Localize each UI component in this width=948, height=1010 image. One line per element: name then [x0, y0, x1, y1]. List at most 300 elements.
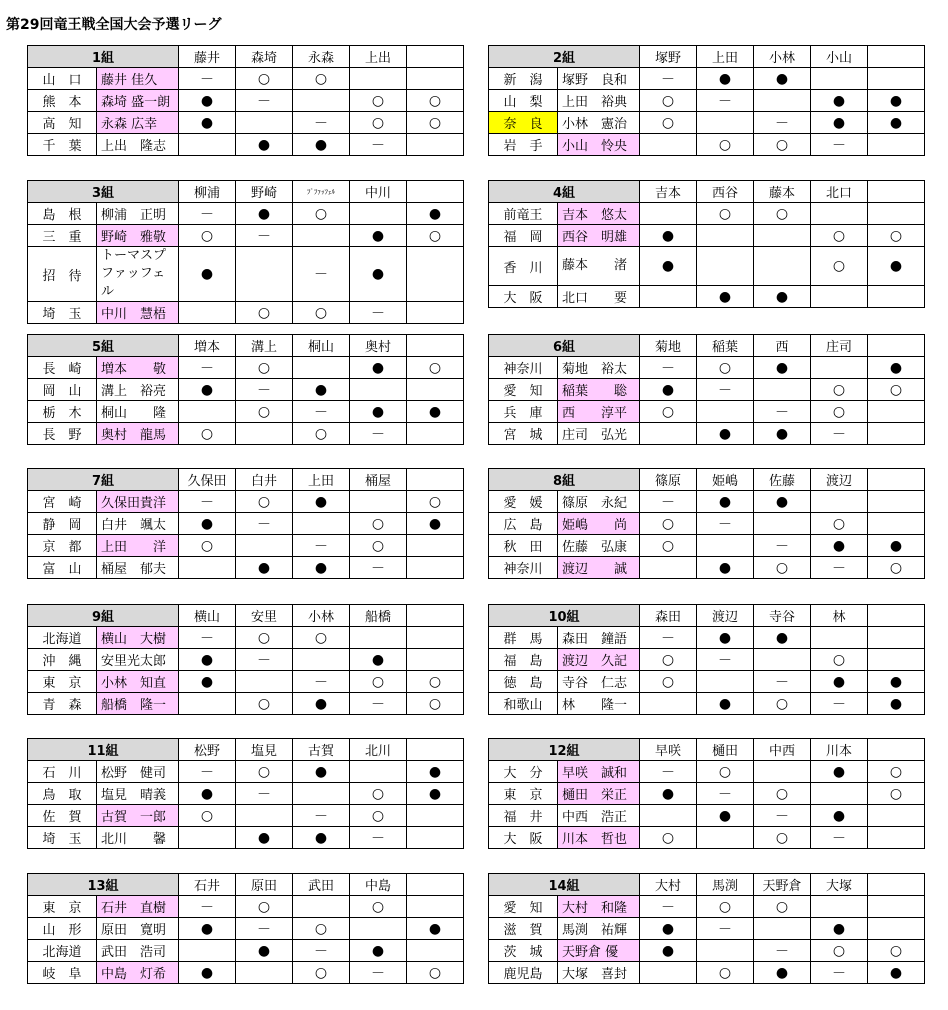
column-header: 古賀 [293, 739, 350, 761]
prefecture-cell: 静 岡 [28, 513, 97, 535]
result-cell [293, 90, 350, 112]
prefecture-cell: 茨 城 [489, 940, 558, 962]
result-cell [697, 247, 754, 286]
result-cell [754, 761, 811, 783]
player-row [28, 805, 464, 827]
result-cell [868, 203, 925, 225]
column-header: 増本 [179, 335, 236, 357]
prefecture-cell: 神奈川 [489, 557, 558, 579]
player-name-cell: 武田 浩司 [97, 940, 179, 962]
result-cell: － [179, 491, 236, 513]
result-cell: ● [811, 671, 868, 693]
column-header: 林 [811, 605, 868, 627]
result-cell: ○ [236, 627, 293, 649]
player-name-cell: 藤本 渚 [558, 247, 640, 286]
player-name-cell: 船橋 隆一 [97, 693, 179, 715]
player-row [28, 962, 464, 984]
column-header: 中島 [350, 874, 407, 896]
result-cell: ● [179, 90, 236, 112]
prefecture-cell: 東 京 [28, 896, 97, 918]
result-cell: － [236, 783, 293, 805]
player-row [489, 627, 925, 649]
result-cell: ● [868, 535, 925, 557]
player-name-cell: 寺谷 仁志 [558, 671, 640, 693]
result-cell: ● [350, 401, 407, 423]
result-cell [697, 827, 754, 849]
result-cell: ○ [868, 940, 925, 962]
column-header: 塩見 [236, 739, 293, 761]
result-cell: ● [640, 247, 697, 286]
group-name: 8組 [489, 469, 640, 491]
result-cell [697, 112, 754, 134]
result-cell: ○ [179, 535, 236, 557]
player-name-cell: 溝上 裕亮 [97, 379, 179, 401]
result-cell: ○ [350, 896, 407, 918]
player-name-cell: 姫嶋 尚 [558, 513, 640, 535]
group-table [27, 334, 464, 445]
prefecture-cell: 京 都 [28, 535, 97, 557]
prefecture-cell: 千 葉 [28, 134, 97, 156]
result-cell: ● [350, 649, 407, 671]
result-cell: － [350, 962, 407, 984]
prefecture-cell: 埼 玉 [28, 827, 97, 849]
result-cell [407, 535, 464, 557]
column-header: 上田 [697, 46, 754, 68]
player-row [28, 535, 464, 557]
result-cell: ● [350, 225, 407, 247]
player-row [28, 896, 464, 918]
column-header [407, 605, 464, 627]
result-cell: ○ [350, 535, 407, 557]
prefecture-cell: 高 知 [28, 112, 97, 134]
result-cell [407, 805, 464, 827]
result-cell [754, 90, 811, 112]
player-name-cell: 塩見 晴義 [97, 783, 179, 805]
result-cell [640, 286, 697, 308]
result-cell: ● [697, 557, 754, 579]
result-cell: － [293, 401, 350, 423]
prefecture-cell: 東 京 [28, 671, 97, 693]
result-cell: ● [811, 761, 868, 783]
result-cell: － [811, 693, 868, 715]
result-cell [868, 423, 925, 445]
prefecture-cell: 長 野 [28, 423, 97, 445]
column-header: 中川 [350, 181, 407, 203]
result-cell: ● [350, 247, 407, 302]
player-row [489, 783, 925, 805]
player-row [28, 379, 464, 401]
column-header [407, 46, 464, 68]
result-cell: ● [640, 379, 697, 401]
player-row [489, 90, 925, 112]
player-name-cell: 大塚 喜封 [558, 962, 640, 984]
player-row [28, 783, 464, 805]
result-cell: ○ [640, 112, 697, 134]
player-row [489, 247, 925, 286]
column-header: 稲葉 [697, 335, 754, 357]
result-cell: ○ [179, 225, 236, 247]
result-cell [407, 379, 464, 401]
result-cell: ● [868, 112, 925, 134]
player-name-cell: 大村 和隆 [558, 896, 640, 918]
column-header [868, 335, 925, 357]
result-cell [811, 627, 868, 649]
player-row [489, 112, 925, 134]
player-row [28, 247, 464, 302]
prefecture-cell: 新 潟 [489, 68, 558, 90]
column-header: 西谷 [697, 181, 754, 203]
player-row [28, 940, 464, 962]
result-cell: － [179, 761, 236, 783]
player-row [489, 896, 925, 918]
player-name-cell: 奥村 龍馬 [97, 423, 179, 445]
column-header: 小林 [293, 605, 350, 627]
result-cell: ● [640, 918, 697, 940]
column-header: 桐山 [293, 335, 350, 357]
player-name-cell: 上田 裕典 [558, 90, 640, 112]
group-table [488, 738, 925, 849]
player-name-cell: 庄司 弘光 [558, 423, 640, 445]
result-cell: ○ [350, 783, 407, 805]
column-header: 大塚 [811, 874, 868, 896]
result-cell: － [640, 627, 697, 649]
column-header: 横山 [179, 605, 236, 627]
result-cell: ○ [236, 357, 293, 379]
result-cell [697, 671, 754, 693]
prefecture-cell: 兵 庫 [489, 401, 558, 423]
result-cell: ● [697, 491, 754, 513]
player-name-cell: 早咲 誠和 [558, 761, 640, 783]
result-cell: ○ [868, 379, 925, 401]
player-row [489, 761, 925, 783]
prefecture-cell: 北海道 [28, 940, 97, 962]
result-cell: － [350, 302, 407, 324]
player-name-cell: 小林 憲治 [558, 112, 640, 134]
result-cell: ● [868, 962, 925, 984]
column-header: 北川 [350, 739, 407, 761]
player-row [489, 557, 925, 579]
prefecture-cell: 福 島 [489, 649, 558, 671]
result-cell: ○ [407, 225, 464, 247]
result-cell: － [350, 557, 407, 579]
result-cell: ○ [293, 203, 350, 225]
result-cell: ● [179, 671, 236, 693]
result-cell: － [754, 940, 811, 962]
result-cell [640, 962, 697, 984]
player-row [489, 379, 925, 401]
result-cell: ○ [754, 134, 811, 156]
column-header: 塚野 [640, 46, 697, 68]
player-name-cell: 北口 要 [558, 286, 640, 308]
result-cell [407, 134, 464, 156]
result-cell [407, 649, 464, 671]
result-cell: ● [236, 134, 293, 156]
result-cell: ○ [754, 896, 811, 918]
result-cell: ● [868, 247, 925, 286]
result-cell: ○ [811, 225, 868, 247]
result-cell: ○ [754, 693, 811, 715]
result-cell: ● [754, 491, 811, 513]
result-cell: － [754, 805, 811, 827]
column-header: 北口 [811, 181, 868, 203]
result-cell: ○ [640, 671, 697, 693]
player-row [489, 940, 925, 962]
result-cell: ○ [236, 68, 293, 90]
result-cell [407, 940, 464, 962]
prefecture-cell: 徳 島 [489, 671, 558, 693]
player-row [28, 827, 464, 849]
result-cell: ○ [407, 671, 464, 693]
result-cell [407, 302, 464, 324]
result-cell: － [697, 513, 754, 535]
result-cell [236, 962, 293, 984]
result-cell: ○ [754, 827, 811, 849]
prefecture-cell: 秋 田 [489, 535, 558, 557]
group-table [488, 604, 925, 715]
player-name-cell: 中西 浩正 [558, 805, 640, 827]
result-cell: － [640, 491, 697, 513]
result-cell [350, 761, 407, 783]
result-cell: ● [293, 693, 350, 715]
column-header: 石井 [179, 874, 236, 896]
result-cell: － [236, 918, 293, 940]
column-header [407, 335, 464, 357]
result-cell: ● [179, 247, 236, 302]
result-cell: ○ [407, 90, 464, 112]
result-cell [811, 68, 868, 90]
result-cell: ● [697, 286, 754, 308]
column-header [868, 181, 925, 203]
result-cell: ● [697, 627, 754, 649]
player-name-cell: 篠原 永紀 [558, 491, 640, 513]
result-cell: ○ [293, 423, 350, 445]
result-cell: ● [754, 68, 811, 90]
player-name-cell: 安里光太郎 [97, 649, 179, 671]
page-title: 第29回竜王戦全国大会予選リーグ [6, 17, 222, 33]
prefecture-cell: 島 根 [28, 203, 97, 225]
result-cell: ● [868, 693, 925, 715]
column-header: 森埼 [236, 46, 293, 68]
column-header: 原田 [236, 874, 293, 896]
result-cell: ● [868, 90, 925, 112]
result-cell: ○ [697, 357, 754, 379]
result-cell: － [350, 423, 407, 445]
result-cell: ○ [350, 671, 407, 693]
result-cell: ● [293, 827, 350, 849]
player-name-cell: 塚野 良和 [558, 68, 640, 90]
column-header [868, 605, 925, 627]
column-header: 馬渕 [697, 874, 754, 896]
group-name: 1組 [28, 46, 179, 68]
result-cell: － [697, 379, 754, 401]
result-cell: ● [754, 962, 811, 984]
result-cell: ○ [293, 68, 350, 90]
result-cell [350, 918, 407, 940]
result-cell: － [640, 357, 697, 379]
result-cell [697, 401, 754, 423]
result-cell: ● [350, 940, 407, 962]
column-header: 藤本 [754, 181, 811, 203]
result-cell: ○ [754, 203, 811, 225]
player-name-cell: 桶屋 郁夫 [97, 557, 179, 579]
column-header: 川本 [811, 739, 868, 761]
player-row [28, 491, 464, 513]
player-name-cell: 白井 颯太 [97, 513, 179, 535]
result-cell: ○ [640, 827, 697, 849]
result-cell: ● [179, 513, 236, 535]
result-cell [236, 805, 293, 827]
result-cell [640, 805, 697, 827]
result-cell: ○ [293, 918, 350, 940]
result-cell: ● [179, 918, 236, 940]
column-header: 中西 [754, 739, 811, 761]
player-row [28, 671, 464, 693]
result-cell [179, 940, 236, 962]
result-cell [236, 247, 293, 302]
result-cell [811, 203, 868, 225]
player-name-cell: 柳浦 正明 [97, 203, 179, 225]
column-header: 白井 [236, 469, 293, 491]
player-name-cell: 野崎 雅敬 [97, 225, 179, 247]
player-row [489, 203, 925, 225]
result-cell: ○ [697, 134, 754, 156]
prefecture-cell: 山 形 [28, 918, 97, 940]
result-cell: ● [293, 379, 350, 401]
column-header: 天野倉 [754, 874, 811, 896]
result-cell: ○ [407, 491, 464, 513]
result-cell [868, 286, 925, 308]
result-cell: ● [697, 805, 754, 827]
result-cell [179, 693, 236, 715]
player-row [489, 225, 925, 247]
result-cell: － [754, 535, 811, 557]
result-cell [868, 896, 925, 918]
player-name-cell: 北川 馨 [97, 827, 179, 849]
result-cell [407, 68, 464, 90]
result-cell: ○ [811, 379, 868, 401]
prefecture-cell: 神奈川 [489, 357, 558, 379]
result-cell [236, 671, 293, 693]
player-row [28, 918, 464, 940]
result-cell: ● [811, 112, 868, 134]
result-cell: － [811, 423, 868, 445]
result-cell [293, 896, 350, 918]
group-table [27, 738, 464, 849]
result-cell [754, 247, 811, 286]
result-cell: － [754, 112, 811, 134]
group-name: 9組 [28, 605, 179, 627]
result-cell: ○ [236, 401, 293, 423]
player-row [28, 761, 464, 783]
prefecture-cell: 広 島 [489, 513, 558, 535]
prefecture-cell: 栃 木 [28, 401, 97, 423]
result-cell: ● [640, 940, 697, 962]
prefecture-cell: 青 森 [28, 693, 97, 715]
player-row [28, 225, 464, 247]
result-cell [811, 896, 868, 918]
result-cell [754, 225, 811, 247]
column-header: 野崎 [236, 181, 293, 203]
result-cell [350, 68, 407, 90]
result-cell: ● [697, 693, 754, 715]
prefecture-cell: 招 待 [28, 247, 97, 302]
player-row [489, 134, 925, 156]
result-cell [811, 286, 868, 308]
player-row [28, 693, 464, 715]
prefecture-cell: 鳥 取 [28, 783, 97, 805]
prefecture-cell: 和歌山 [489, 693, 558, 715]
column-header: 上田 [293, 469, 350, 491]
result-cell: － [293, 247, 350, 302]
result-cell: － [754, 401, 811, 423]
column-header [868, 46, 925, 68]
result-cell: ○ [407, 693, 464, 715]
player-name-cell: 菊地 裕太 [558, 357, 640, 379]
prefecture-cell: 熊 本 [28, 90, 97, 112]
result-cell [640, 134, 697, 156]
result-cell [350, 379, 407, 401]
result-cell [868, 918, 925, 940]
column-header: ﾌﾟﾌｧｯﾌｪﾙ [293, 181, 350, 203]
result-cell: ○ [640, 513, 697, 535]
result-cell: － [640, 761, 697, 783]
result-cell: ○ [868, 761, 925, 783]
prefecture-cell: 宮 崎 [28, 491, 97, 513]
result-cell: ○ [640, 90, 697, 112]
result-cell [293, 513, 350, 535]
player-name-cell: 森埼 盛一朗 [97, 90, 179, 112]
player-name-cell: 佐藤 弘康 [558, 535, 640, 557]
player-row [28, 649, 464, 671]
result-cell [640, 693, 697, 715]
result-cell [293, 649, 350, 671]
player-row [28, 401, 464, 423]
result-cell: － [179, 203, 236, 225]
result-cell [407, 627, 464, 649]
result-cell: ● [407, 203, 464, 225]
column-header [868, 469, 925, 491]
column-header: 永森 [293, 46, 350, 68]
player-row [28, 357, 464, 379]
player-name-cell: トーマスプ ファッフェル [97, 247, 179, 302]
result-cell [350, 627, 407, 649]
column-header: 藤井 [179, 46, 236, 68]
result-cell: ● [754, 423, 811, 445]
player-name-cell: 吉本 悠太 [558, 203, 640, 225]
column-header: 吉本 [640, 181, 697, 203]
column-header: 樋田 [697, 739, 754, 761]
prefecture-cell: 福 岡 [489, 225, 558, 247]
player-name-cell: 松野 健司 [97, 761, 179, 783]
column-header: 森田 [640, 605, 697, 627]
result-cell [179, 557, 236, 579]
result-cell: ○ [236, 761, 293, 783]
result-cell: ● [236, 557, 293, 579]
player-row [489, 513, 925, 535]
player-name-cell: 増本 敬 [97, 357, 179, 379]
prefecture-cell: 鹿児島 [489, 962, 558, 984]
result-cell: ○ [697, 761, 754, 783]
result-cell: ● [407, 783, 464, 805]
player-row [489, 827, 925, 849]
player-row [489, 693, 925, 715]
prefecture-cell: 奈 良 [489, 112, 558, 134]
column-header [407, 874, 464, 896]
player-row [489, 962, 925, 984]
player-row [489, 286, 925, 308]
player-row [489, 535, 925, 557]
column-header: 武田 [293, 874, 350, 896]
